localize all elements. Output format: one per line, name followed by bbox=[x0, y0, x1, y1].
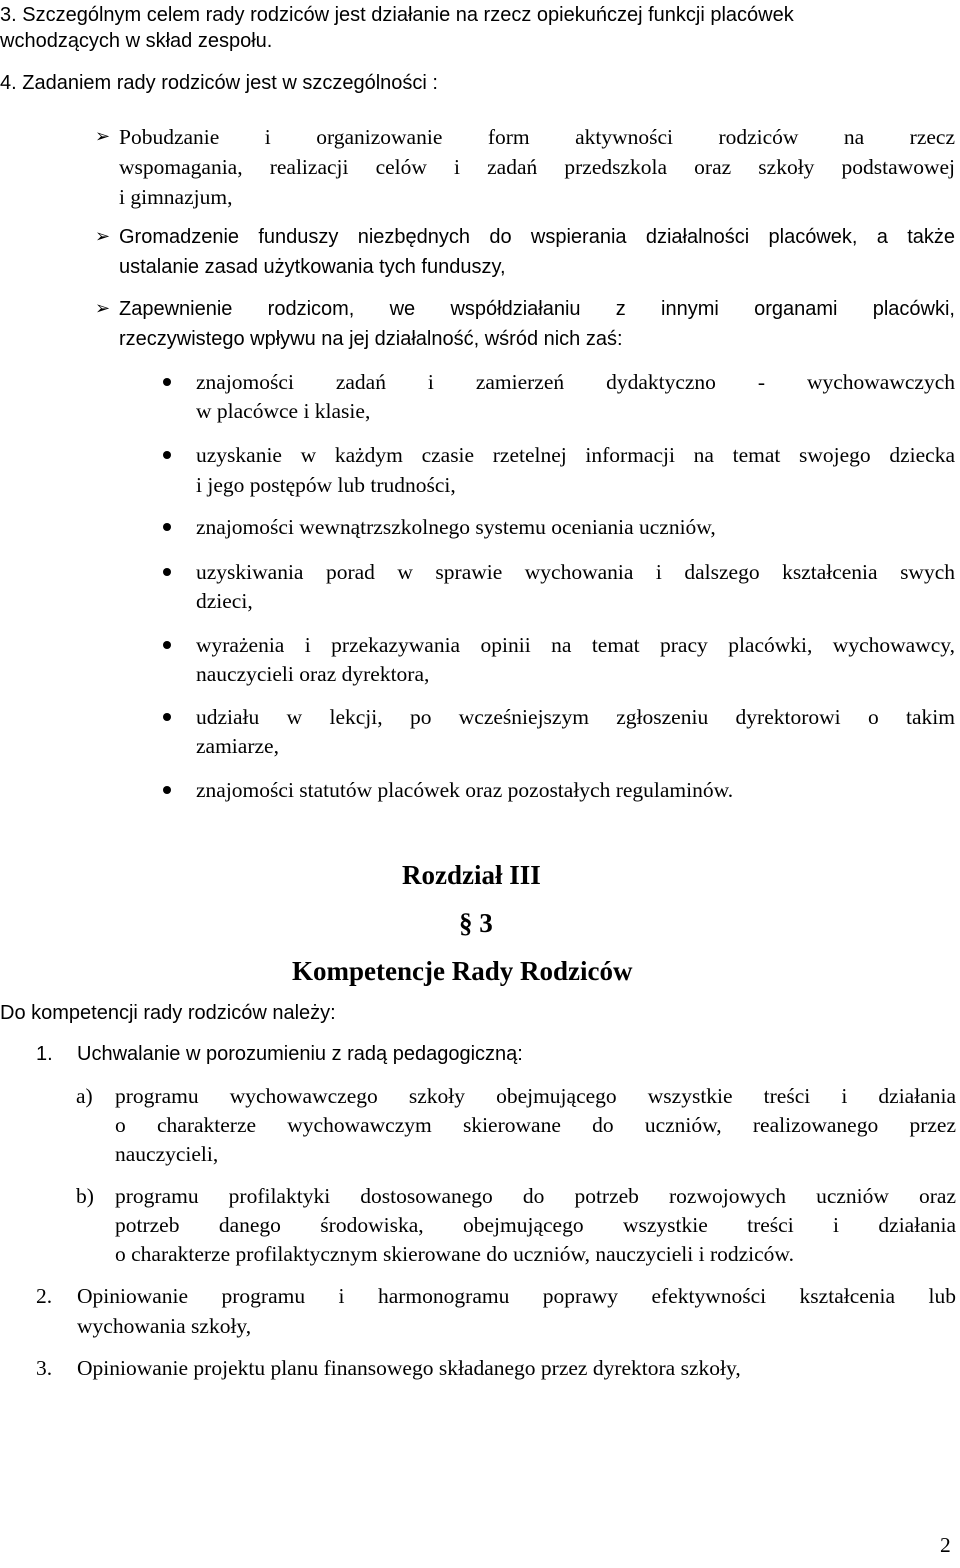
chapter-title: Rozdział III bbox=[402, 860, 541, 890]
right-1-line-1: znajomości zadań i zamierzeń dydaktyczno - wychowawczych bbox=[196, 370, 955, 394]
item-3-number: 3. bbox=[36, 1356, 53, 1380]
subitem-a-line-2: o charakterze wychowawczym skierowane do uczniów, realizowanego przez bbox=[115, 1113, 956, 1137]
bullet-dot-icon bbox=[163, 568, 171, 576]
item-1-number: 1. bbox=[36, 1043, 53, 1065]
task-3-line-2: rzeczywistego wpływu na jej działalność, wśród nich zaś: bbox=[119, 328, 623, 350]
page-number: 2 bbox=[940, 1533, 951, 1557]
right-7-line-1: znajomości statutów placówek oraz pozostałych regulaminów. bbox=[196, 778, 734, 802]
item-3-text: Opiniowanie projektu planu finansowego składanego przez dyrektora szkoły, bbox=[77, 1356, 741, 1380]
section-number: § 3 bbox=[459, 908, 493, 938]
right-5-line-1: wyrażenia i przekazywania opinii na temat pracy placówki, wychowawcy, bbox=[196, 633, 955, 657]
arrow-bullet-icon: ➢ bbox=[95, 126, 111, 147]
competences-intro: Do kompetencji rady rodziców należy: bbox=[0, 1002, 336, 1024]
bullet-dot-icon bbox=[163, 523, 171, 531]
arrow-bullet-icon: ➢ bbox=[95, 226, 111, 247]
item-2-number: 2. bbox=[36, 1284, 53, 1308]
bullet-dot-icon bbox=[163, 641, 171, 649]
right-1-line-2: w placówce i klasie, bbox=[196, 399, 371, 423]
task-1-line-2: wspomagania, realizacji celów i zadań przedszkola oraz szkoły podstawowej bbox=[119, 155, 955, 179]
right-2-line-1: uzyskanie w każdym czasie rzetelnej informacji na temat swojego dziecka bbox=[196, 443, 955, 467]
task-2-line-1: Gromadzenie funduszy niezbędnych do wspierania działalności placówek, a także bbox=[119, 226, 955, 248]
bullet-dot-icon bbox=[163, 786, 171, 794]
paragraph-3-line-2: wchodzących w skład zespołu. bbox=[0, 30, 273, 52]
subitem-b-line-3: o charakterze profilaktycznym skierowane do uczniów, nauczycieli i rodziców. bbox=[115, 1242, 794, 1266]
arrow-bullet-icon: ➢ bbox=[95, 298, 111, 319]
item-2-line-1: Opiniowanie programu i harmonogramu poprawy efektywności kształcenia lub bbox=[77, 1284, 956, 1308]
right-6-line-1: udziału w lekcji, po wcześniejszym zgłoszeniu dyrektorowi o takim bbox=[196, 705, 955, 729]
right-3-line-1: znajomości wewnątrzszkolnego systemu oceniania uczniów, bbox=[196, 515, 716, 539]
task-3-line-1: Zapewnienie rodzicom, we współdziałaniu z innymi organami placówki, bbox=[119, 298, 955, 320]
subitem-b-label: b) bbox=[76, 1184, 94, 1208]
subitem-a-label: a) bbox=[76, 1084, 93, 1108]
item-1-text: Uchwalanie w porozumieniu z radą pedagogiczną: bbox=[77, 1043, 523, 1065]
subitem-b-line-2: potrzeb danego środowiska, obejmującego wszystkie treści i działania bbox=[115, 1213, 956, 1237]
paragraph-3-line-1: 3. Szczególnym celem rady rodziców jest działanie na rzecz opiekuńczej funkcji placówek bbox=[0, 4, 794, 26]
subitem-a-line-3: nauczycieli, bbox=[115, 1142, 219, 1166]
paragraph-4: 4. Zadaniem rady rodziców jest w szczególności : bbox=[0, 72, 438, 94]
bullet-dot-icon bbox=[163, 378, 171, 386]
right-6-line-2: zamiarze, bbox=[196, 734, 279, 758]
subitem-a-line-1: programu wychowawczego szkoły obejmującego wszystkie treści i działania bbox=[115, 1084, 956, 1108]
item-2-line-2: wychowania szkoły, bbox=[77, 1314, 252, 1338]
task-1-line-1: Pobudzanie i organizowanie form aktywności rodziców na rzecz bbox=[119, 125, 955, 149]
right-4-line-1: uzyskiwania porad w sprawie wychowania i dalszego kształcenia swych bbox=[196, 560, 955, 584]
right-2-line-2: i jego postępów lub trudności, bbox=[196, 473, 456, 497]
task-2-line-2: ustalanie zasad użytkowania tych funduszy, bbox=[119, 256, 506, 278]
section-heading: Kompetencje Rady Rodziców bbox=[292, 956, 633, 986]
bullet-dot-icon bbox=[163, 713, 171, 721]
bullet-dot-icon bbox=[163, 451, 171, 459]
task-1-line-3: i gimnazjum, bbox=[119, 185, 233, 209]
subitem-b-line-1: programu profilaktyki dostosowanego do potrzeb rozwojowych uczniów oraz bbox=[115, 1184, 956, 1208]
right-4-line-2: dzieci, bbox=[196, 589, 253, 613]
right-5-line-2: nauczycieli oraz dyrektora, bbox=[196, 662, 430, 686]
